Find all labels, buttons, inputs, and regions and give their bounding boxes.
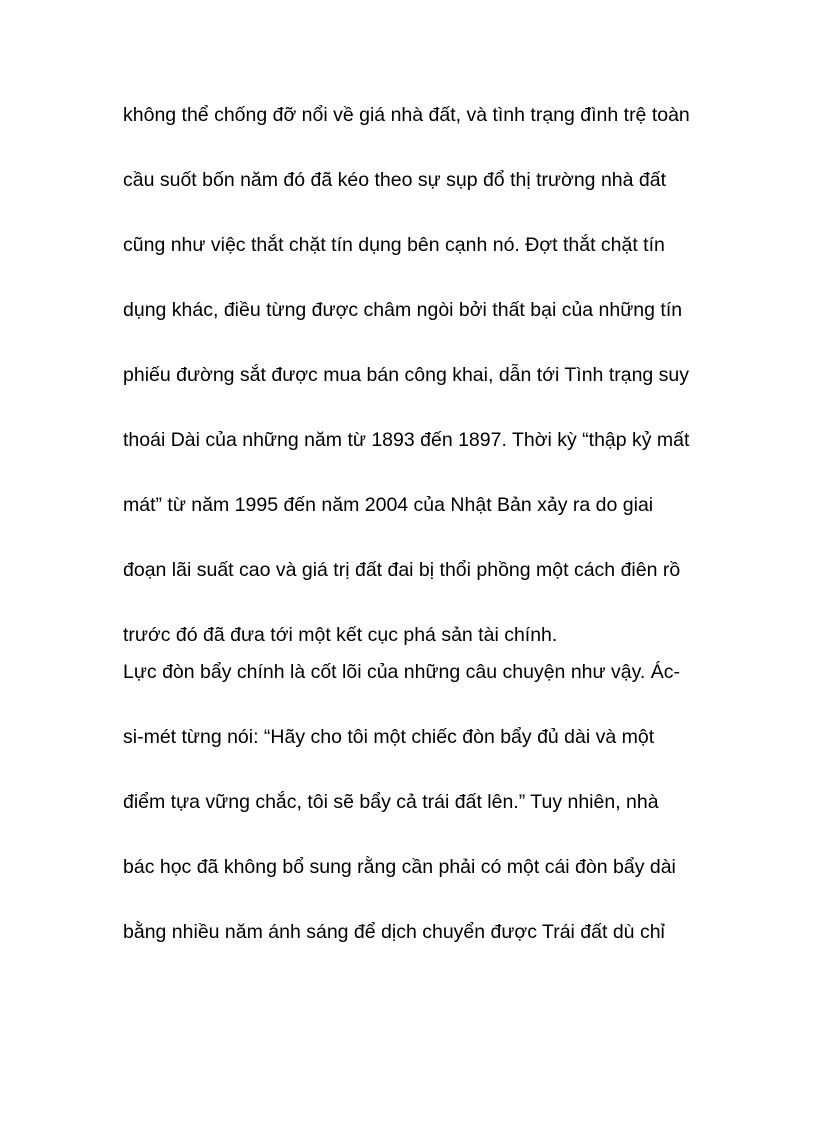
- text-line: bác học đã không bổ sung rằng cần phải có một cái đòn bẩy dài: [123, 856, 676, 878]
- text-line: cầu suốt bốn năm đó đã kéo theo sự sụp đổ thị trường nhà đất: [123, 169, 667, 191]
- text-line: phiếu đường sắt được mua bán công khai, dẫn tới Tình trạng suy: [123, 364, 690, 386]
- text-line: cũng như việc thắt chặt tín dụng bên cạnh nó. Đợt thắt chặt tín: [123, 234, 665, 256]
- text-line: đoạn lãi suất cao và giá trị đất đai bị thổi phồng một cách điên rồ: [123, 559, 681, 581]
- text-line: si-mét từng nói: “Hãy cho tôi một chiếc đòn bẩy đủ dài và một: [123, 726, 655, 748]
- text-line: thoái Dài của những năm từ 1893 đến 1897. Thời kỳ “thập kỷ mất: [123, 429, 690, 451]
- body-text: [123, 96, 723, 978]
- text-line: trước đó đã đưa tới một kết cục phá sản tài chính.: [123, 624, 558, 646]
- text-line: không thể chống đỡ nổi về giá nhà đất, và tình trạng đình trệ toàn: [123, 104, 690, 126]
- text-line: điểm tựa vững chắc, tôi sẽ bẩy cả trái đất lên.” Tuy nhiên, nhà: [123, 791, 659, 813]
- text-line: dụng khác, điều từng được châm ngòi bởi thất bại của những tín: [123, 299, 683, 321]
- text-line: Lực đòn bẩy chính là cốt lõi của những câu chuyện như vậy. Ác-: [123, 661, 680, 683]
- text-line: mát” từ năm 1995 đến năm 2004 của Nhật Bản xảy ra do giai: [123, 494, 654, 516]
- text-line: bằng nhiều năm ánh sáng để dịch chuyển được Trái đất dù chỉ: [123, 921, 665, 943]
